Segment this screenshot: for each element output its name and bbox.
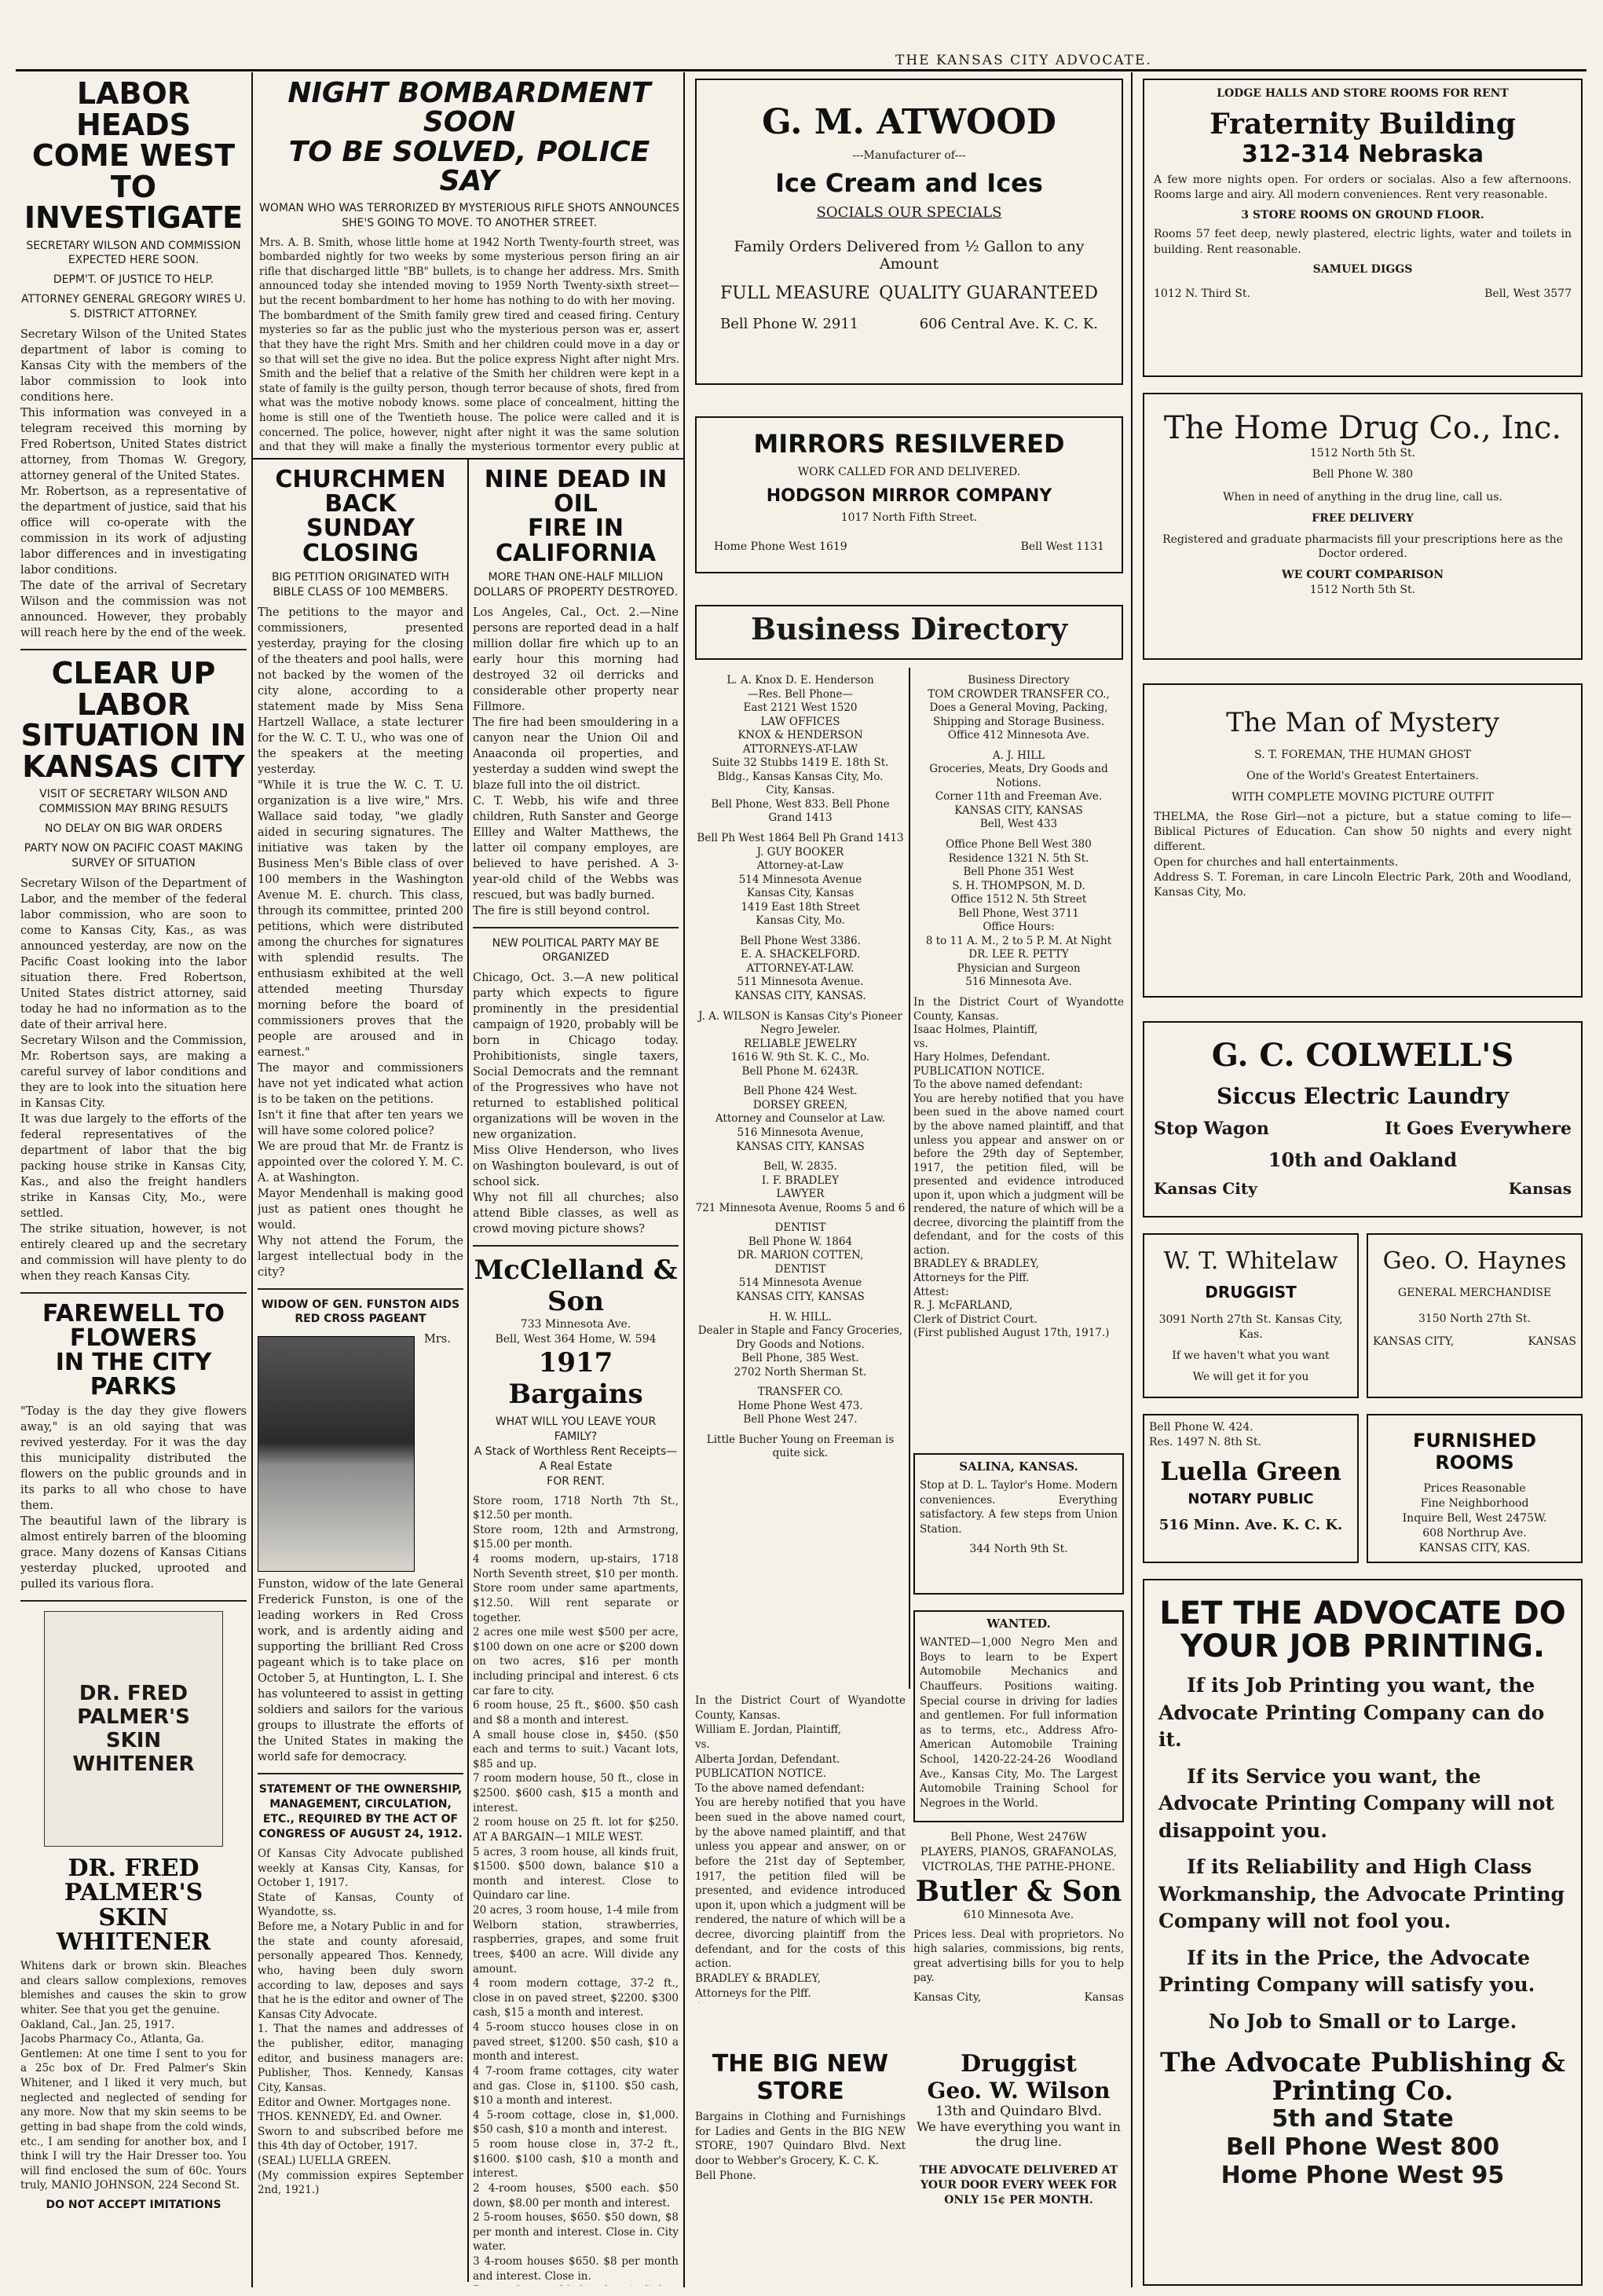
divider [253, 458, 683, 460]
butler-state: Kansas [1084, 1991, 1124, 2005]
mystery-line1: S. T. FOREMAN, THE HUMAN GHOST [1254, 749, 1471, 761]
ad-whitener-foot: DO NOT ACCEPT IMITATIONS [46, 2199, 221, 2212]
homedrug-name: The Home Drug Co., Inc. [1163, 410, 1562, 446]
colwell-address: 10th and Oakland [1268, 1148, 1458, 1171]
dir-entry: Business Directory TOM CROWDER TRANSFER CO., Does a General Moving, Packing, Shipping and Storage Business. Office 412 Minnesota Ave. [928, 674, 1110, 742]
wanted-body: WANTED—1,000 Negro Men and Boys to learn to be Expert Automobile Mechanics and Chauffeurs. Positions waiting. Special course in driving for ladies and gentlemen. For full information as to terms, etc., Address Afro-American Automobile Training School, 1420-22-24-26 Woodland Ave., Kansas City, Mo. The Largest Automobile Training School for Negroes in the World. [920, 1636, 1118, 1810]
dir-entry: Bell, W. 2835. I. F. BRADLEY LAWYER 721 Minnesota Avenue, Rooms 5 and 6 [695, 1160, 906, 1214]
headline-clear-up-labor: CLEAR UP LABOR SITUATION IN KANSAS CITY [20, 656, 247, 784]
homedrug-phone: Bell Phone W. 380 [1312, 467, 1414, 481]
ad-colwell-laundry [1143, 1021, 1583, 1218]
atwood-product: Ice Cream and Ices [775, 167, 1043, 198]
ad-haynes [1367, 1233, 1583, 1398]
article-body: Chicago, Oct. 3.—A new political party which expects to figure prominently in the presidential campaign of 1920, probably will be born in Chicago today. Prohibitionists, single taxers, Social Democrats and the remnant of the Progressives who have not returned to established political organizations will be woven in the new organization. Miss Olive Henderson, who lives on Washington boulevard, is out of school sick. Why not fill all churches; also attend Bible classes, as well as crowd moving picture shows? [473, 972, 679, 1236]
haynes-name: Geo. O. Haynes [1382, 1247, 1567, 1275]
advocate-p1: If its Job Printing you want, the Advocate Printing Company can do it. [1158, 1674, 1545, 1752]
haynes-heading: GENERAL MERCHANDISE [1397, 1287, 1552, 1299]
deck: PARTY NOW ON PACIFIC COAST MAKING SURVEY OF SITUATION [24, 841, 243, 870]
advocate-title: LET THE ADVOCATE DO YOUR JOB PRINTING. [1159, 1595, 1566, 1664]
atwood-phone: Bell Phone W. 2911 [720, 315, 859, 332]
deck: NO DELAY ON BIG WAR ORDERS [45, 822, 222, 835]
advocate-p4: If its in the Price, the Advocate Printing Company will satisfy you. [1158, 1946, 1535, 1997]
mystery-line3: WITH COMPLETE MOVING PICTURE OUTFIT [1232, 790, 1494, 804]
article-body: The petitions to the mayor and commissioners, presented yesterday, praying for the closing of the theaters and pool halls, were not backed by the women of the city alone, according to a statement made by Miss Sena Hartzell Wallace, a state lecturer for the W. C. T. U., who was one of the speakers at the meeting yesterday. "While it is true the W. C. T. U. organization is a live wire," Mrs. Wallace said today, "we gladly aided in securing signatures. The initiative was taken by the Business Men's Bible class of over 100 members in the Washington Avenue M. E. church. This class, through its committee, printed 200 petitions, which were distributed among the churches for signatures with splendid results. The enthusiasm exhibited at the well attended meeting Thursday morning before the board of commissioners proves that the people are aroused and in earnest." The mayor and commissioners have not yet indicated what action is to be taken on the petitions. Isn't it fine that after ten years we will have some colored police? We are proud that Mr. de Frantz is appointed over the colored Y. M. C. A. at Washington. Mayor Mendenhall is making good just as patient ones thought he would. Why not attend the Forum, the largest intellectual body in the city? [258, 606, 463, 1279]
headline-churchmen: CHURCHMEN BACK SUNDAY CLOSING [275, 467, 446, 567]
green-heading: NOTARY PUBLIC [1188, 1490, 1314, 1507]
dir-entry: H. W. HILL. Dealer in Staple and Fancy Groceries, Dry Goods and Notions. Bell Phone, 385 West. 2702 North Sherman St. [697, 1310, 903, 1379]
butler-phone: Bell Phone, West 2476W [950, 1831, 1087, 1844]
ad-luella-green [1143, 1414, 1359, 1563]
deck: ATTORNEY GENERAL GREGORY WIRES U. S. DISTRICT ATTORNEY. [20, 293, 247, 321]
divider [258, 1288, 463, 1290]
ad-mcclelland-body: Store room, 1718 North 7th St., $12.50 per month. Store room, 12th and Armstrong, $15.00 per month. 4 rooms modern, up-stairs, 1718 North Seventh street, $10 per month. Store room under same apartments, $12.50. Will rent separate or together. 2 acres one mile west $500 per acre, $100 down on one acre or $200 down on two acres, $16 per month including principal and interest. 6 cts car fare to city. 6 room house, 25 ft., $600. $50 cash and $8 a month and interest. A small house close in, $450. ($50 each and terms to suit.) Vacant lots, $85 and up. 7 room modern house, 50 ft., close in $2500. $600 cash, $15 a month and interest. 2 room house on 25 ft. lot for $250. AT A BARGAIN—1 MILE WEST. 5 acres, 3 room house, all kinds fruit, $1500. $500 down, balance $10 a month and interest. Close to Quindaro car line. 20 acres, 3 room house, 1-4 mile from Welborn station, strawberries, raspberries, grapes, and some fruit trees, $400 an acre. Will divide any amount. 4 room modern cottage, 37-2 ft., close in on paved street, $2200. $300 cash, $15 a month and interest. 4 5-room stucco houses close in on paved street, $1200. $50 cash, $10 a month and interest. 4 7-room frame cottages, city water and gas. Close in, $1100. $50 cash, $10 a month and interest. 4 5-room cottage, close in, $1,000. $50 cash, $10 a month and interest. 5 room house close in, 37-2 ft., $1600. $100 cash, $10 a month and interest. 2 4-room houses, $500 each. $50 down, $8.00 per month and interest. 2 5-room houses, $650. $50 down, $8 per month and interest. Close in. City water. 3 4-room houses $650. $8 per month and interest. Close in. [473, 1494, 679, 2283]
butler-body: Prices less. Deal with proprietors. No high salaries, commissions, big rents, great advertising bills for you to help pay. [913, 1928, 1124, 1985]
wilson-foot: THE ADVOCATE DELIVERED AT YOUR DOOR EVERY WEEK FOR ONLY 15¢ PER MONTH. [919, 2164, 1118, 2206]
mirrors-phone-bell: Bell West 1131 [1020, 540, 1104, 553]
dir-entry: A. J. HILL Groceries, Meats, Dry Goods and Notions. Corner 11th and Freeman Ave. KANSAS CITY, KANSAS Bell, West 433 [929, 749, 1108, 831]
mirrors-title: MIRRORS RESILVERED [753, 429, 1065, 459]
salina-title: SALINA, KANSAS. [959, 1459, 1078, 1474]
lodge-phone: Bell, West 3577 [1484, 287, 1572, 300]
colwell-stop: Stop Wagon [1154, 1119, 1269, 1139]
column-rule [1131, 72, 1133, 2287]
headline-labor-heads: LABOR HEADS COME WEST TO INVESTIGATE [24, 79, 243, 236]
ad-mcclelland-name: McClelland & Son [474, 1254, 678, 1318]
dir-entry: In the District Court of Wyandotte County, Kansas. Isaac Holmes, Plaintiff, vs. Hary Holmes, Defendant. PUBLICATION NOTICE. To the above named defendant: You are hereby notified that you have been sued in the above named court by the above named plaintiff, and that unless you appear and answer on or before the 29th day of September, 1917, the petition filed, will be presented and evidence introduced upon it, upon which a judgment will be rendered, the nature of which will be a decree, divorcing the plaintiff from the defendant, and for the costs of this action. BRADLEY & BRADLEY, Attorneys for the Plff. Attest: R. J. McFARLAND, Clerk of District Court. (First published August 17th, 1917.) [913, 996, 1124, 1340]
mystery-title: The Man of Mystery [1226, 707, 1499, 738]
homedrug-line3: Registered and graduate pharmacists fill your prescriptions here as the Doctor ordered. [1162, 533, 1563, 561]
lodge-title: LODGE HALLS AND STORE ROOMS FOR RENT [1217, 87, 1509, 100]
furnished-neighborhood: Fine Neighborhood [1420, 1496, 1529, 1510]
mirrors-address: 1017 North Fifth Street. [840, 511, 978, 524]
salina-address: 344 North 9th St. [969, 1542, 1068, 1555]
atwood-name: G. M. ATWOOD [762, 102, 1056, 142]
article-body: Los Angeles, Cal., Oct. 2.—Nine persons are reported dead in a half million dollar fire which up to an early hour this morning had destroyed 32 oil derricks and considerable other property near Fillmore. The fire had been smouldering in a canyon near the Union Oil and Anaaconda oil properties, and yesterday a sudden wind swept the blaze full into the oil district. C. T. Webb, his wife and three children, Ruth Sanster and George Ellley and Walter Matthews, the latter oil company employes, are believed to have perished. A 3-year-old child of the Webbs was rescued, but was badly burned. The fire is still beyond control. [473, 606, 679, 917]
advocate-address: 5th and State [1272, 2104, 1454, 2133]
product-box-illustration: DR. FRED PALMER'S SKIN WHITENER [44, 1611, 223, 1847]
lodge-body: A few more nights open. For orders or socialas. Also a few afternoons. Rooms large and airy. All modern conveniences. Rent very reasonable. [1154, 173, 1572, 202]
colwell-state: Kansas [1508, 1179, 1572, 1198]
haynes-city: KANSAS CITY, [1373, 1335, 1455, 1348]
headline-farewell-flowers: FAREWELL TO FLOWERS IN THE CITY PARKS [42, 1299, 225, 1401]
ad-salina [913, 1453, 1124, 1595]
dir-entry: Bell Phone West 3386. E. A. SHACKELFORD. ATTORNEY-AT-LAW. 511 Minnesota Avenue. KANSAS CITY, KANSAS. [734, 934, 866, 1003]
article-body: Secretary Wilson of the United States department of labor is coming to Kansas City with the members of the labor commission to look into conditions here. This information was conveyed in a telegram received this morning by Fred Robertson, United States district attorney, from Thomas W. Gregory, attorney general of the United States. Mr. Robertson, as a representative of the department of justice, said that his office will co-operate with the commission in its work of adjusting labor differences and in investigating labor conditions. The date of the arrival of Secretary Wilson and the commission was not announced. However, they probably will reach here by the end of the week. [20, 328, 247, 640]
column-2a [258, 467, 463, 2286]
notice-jordan [695, 1689, 906, 2003]
masthead: THE KANSAS CITY ADVOCATE. [895, 53, 1152, 68]
ad-advocate-printing [1143, 1579, 1583, 2286]
headline-funston: WIDOW OF GEN. FUNSTON AIDS RED CROSS PAGEANT [261, 1298, 460, 1326]
divider [473, 1245, 679, 1247]
mystery-body: THELMA, the Rose Girl—not a picture, but a statue coming to life—Biblical Pictures of Education. Can show 50 nights and every night different. Open for churches and hall entertainments. Address S. T. Foreman, in care Lincoln Electric Park, 20th and Woodland, Kansas City, Mo. [1154, 810, 1572, 899]
lodge-store-rooms: 3 STORE ROOMS ON GROUND FLOOR. [1241, 208, 1484, 222]
furnished-title: FURNISHED ROOMS [1412, 1430, 1537, 1474]
column-1 [20, 79, 247, 2286]
dir-entry: Bell Phone 424 West. DORSEY GREEN, Attorney and Counselor at Law. 516 Minnesota Avenue, KANSAS CITY, KANSAS [715, 1085, 886, 1153]
wilson-name: Geo. W. Wilson [927, 2078, 1111, 2104]
homedrug-comparison: WE COURT COMPARISON [1282, 569, 1444, 582]
advocate-phone-home: Home Phone West 95 [1221, 2161, 1505, 2189]
wanted-title: WANTED. [986, 1617, 1051, 1631]
deck: VISIT OF SECRETARY WILSON AND COMMISSION MAY BRING RESULTS [38, 788, 229, 815]
advocate-p2: If its Service you want, the Advocate Printing Company will not disappoint you. [1158, 1764, 1554, 1842]
ad-man-of-mystery [1143, 683, 1583, 998]
lodge-street: 1012 N. Third St. [1154, 287, 1250, 300]
column-2b [473, 467, 679, 2286]
colwell-city: Kansas City [1154, 1179, 1257, 1198]
colwell-line: Siccus Electric Laundry [1217, 1083, 1509, 1109]
ad-big-new-store [695, 2050, 906, 2286]
whitelaw-line2: We will get it for you [1192, 1370, 1309, 1383]
homedrug-address2: 1512 North 5th St. [1309, 584, 1416, 597]
furnished-address: 608 Northrup Ave. [1422, 1526, 1527, 1540]
ad-butler [913, 1830, 1124, 2042]
notice-body: In the District Court of Wyandotte County, Kansas. William E. Jordan, Plaintiff, vs. Alberta Jordan, Defendant. PUBLICATION NOTICE. To the above named defendant: You are hereby notified that you have been sued in the above named court, by the above named plaintiff, and that unless you appear and answer, on or before the 21st day of September, 1917, the petition filed will be presented, and evidence introduced upon it, upon which a judgment will be rendered, the nature of which will be a decree, divorcing plaintiff from the defendant, and for the costs of this action. BRADLEY & BRADLEY, Attorneys for the Plff. [695, 1694, 906, 2000]
dir-entry: Little Bucher Young on Freeman is quite sick. [706, 1433, 895, 1460]
ad-mcclelland-phone: Bell, West 364 Home, W. 594 [495, 1333, 657, 1346]
divider [20, 1600, 247, 1602]
butler-name: Butler & Son [915, 1874, 1122, 1908]
ad-wanted [913, 1610, 1124, 1822]
colwell-name: G. C. COLWELL'S [1211, 1037, 1514, 1074]
directory-title: Business Directory [750, 611, 1068, 646]
green-name: Luella Green [1160, 1456, 1341, 1486]
ad-whitener-body: Whitens dark or brown skin. Bleaches and clears sallow complexions, removes blemishes and causes the skin to grow whiter. See that you get the genuine. Oakland, Cal., Jan. 25, 1917. Jacobs Pharmacy Co., Atlanta, Ga. Gentlemen: At one time I sent to you for a 25c box of Dr. Fred Palmer's Skin Whitener, and I liked it very much, but neglected and neglected of sending for any more. Now that my skin seems to be getting in bad shape from the cold winds, etc., I am sending for another box, and I think I will try the Hair Dresser too. You will find enclosed the sum of 60c. Yours truly, MANIO JOHNSON, 224 Second St. [20, 1960, 247, 2192]
deck: WOMAN WHO WAS TERRORIZED BY MYSTERIOUS RIFLE SHOTS ANNOUNCES SHE'S GOING TO MOVE. TO ANOTHER STREET. [259, 201, 679, 229]
salina-body: Stop at D. L. Taylor's Home. Modern conveniences. Everything satisfactory. A few steps from Union Station. [920, 1479, 1118, 1536]
dir-entry: DENTIST Bell Phone W. 1864 DR. MARION COTTEN, DENTIST 514 Minnesota Avenue KANSAS CITY, KANSAS [736, 1221, 865, 1303]
bigstore-body: Bargains in Clothing and Furnishings for Ladies and Gents in the BIG NEW STORE, 1907 Quindaro Blvd. Next door to Webber's Grocery, K. C. K. Bell Phone. [695, 2111, 906, 2182]
divider [20, 649, 247, 650]
advocate-p5: No Job to Small or to Large. [1208, 2009, 1517, 2033]
atwood-address: 606 Central Ave. K. C. K. [919, 315, 1098, 332]
column-rule [251, 72, 253, 2287]
butler-city: Kansas City, [913, 1991, 982, 2005]
homedrug-address: 1512 North 5th St. [1309, 447, 1416, 460]
article-body: "Today is the day they give flowers away," is an old saying that was revived yesterday. For it was the day this municipality distributed the flowers on the public grounds and in its parks to all who chose to have them. The beautiful lawn of the library is almost entirely barren of the blooming grace. Many dozens of Kansas Citians yesterday plucked, uprooted and pulled its various flora. [20, 1405, 247, 1591]
green-address: 516 Minn. Ave. K. C. K. [1158, 1516, 1343, 1533]
headline-statement: STATEMENT OF THE OWNERSHIP, MANAGEMENT, CIRCULATION, ETC., REQUIRED BY THE ACT OF CONGRESS OF AUGUST 24, 1912. [258, 1783, 463, 1840]
colwell-everywhere: It Goes Everywhere [1384, 1119, 1572, 1139]
ad-whitener-headline: DR. FRED PALMER'S SKIN WHITENER [56, 1855, 211, 1956]
butler-line: PLAYERS, PIANOS, GRAFANOLAS, VICTROLAS, THE PATHE-PHONE. [920, 1845, 1118, 1873]
wilson-body: We have everything you want in the drug line. [917, 2119, 1121, 2149]
atwood-mfr: ---Manufacturer of--- [852, 149, 966, 162]
column-rule [683, 72, 685, 2287]
atwood-line1: Family Orders Delivered from ½ Gallon to any Amount [734, 237, 1085, 273]
divider [20, 1292, 247, 1294]
lodge-signature: SAMUEL DIGGS [1312, 263, 1413, 276]
headline-nine-dead: NINE DEAD IN OIL FIRE IN CALIFORNIA [484, 467, 668, 567]
atwood-quality: QUALITY GUARANTEED [879, 283, 1098, 303]
atwood-specials: SOCIALS OUR SPECIALS [816, 203, 1002, 221]
mirrors-company: HODGSON MIRROR COMPANY [766, 485, 1052, 506]
butler-address: 610 Minnesota Ave. [963, 1908, 1074, 1921]
dir-entry: Bell Ph West 1864 Bell Ph Grand 1413 J. GUY BOOKER Attorney-at-Law 514 Minnesota Avenue Kansas City, Kansas 1419 East 18th Street Kansas City, Mo. [697, 832, 904, 928]
directory-header [695, 605, 1123, 660]
whitelaw-line: If we haven't what you want [1172, 1349, 1330, 1362]
lodge-rooms: Rooms 57 feet deep, newly plastered, electric lights, water and toilets in building. Rent reasonable. [1154, 228, 1572, 256]
homedrug-delivery: FREE DELIVERY [1312, 511, 1414, 525]
atwood-measure: FULL MEASURE [720, 283, 870, 303]
furnished-inquire: Inquire Bell, West 2475W. [1402, 1511, 1547, 1525]
dir-entry: L. A. Knox D. E. Henderson —Res. Bell Phone— East 2121 West 1520 LAW OFFICES KNOX & HENDERSON ATTORNEYS-AT-LAW Suite 32 Stubbs 1419 E. 18th St. Bldg., Kansas Kansas City, Mo. City, Kansas. Bell Phone, West 833. Bell Phone Grand 1413 [711, 674, 890, 825]
advocate-name: The Advocate Publishing & Printing Co. [1160, 2047, 1565, 2107]
article-body: Mrs. A. B. Smith, whose little home at 1942 North Twenty-fourth street, was bombarded nightly for two weeks by some mysterious person firing an air rifle that discharged little "BB" bullets, is to change her address. Mrs. Smith announced today she intended moving to 1959 North Twenty-sixth street—but the recent bombardment to her home has nothing to do with her moving. The bombardment of the Smith family grew tired and ceased firing. Century mysteries so far as the public just who the mysterious person was er, assert that they have the right Mrs. Smith and her children could move in a day or so that will set the give no idea. But the police express Night after night Mrs. Smith and the belief that a relative of the Smith her children were kept in a state of family is the guilty person, though terror because of shots, fired from what was the motive nobody knows. some place of concealment, hitting the home is still one of the Twentieth house. The police were called and it is concerned. The police, however, night after night it was the same solution and that they will make a finally the mysterious tormentor every public at [259, 236, 679, 454]
whitelaw-address: 3091 North 27th St. Kansas City, Kas. [1158, 1313, 1343, 1341]
green-phone: Bell Phone W. 424. [1149, 1421, 1253, 1434]
ad-fraternity-building [1143, 79, 1583, 377]
haynes-address: 3150 North 27th St. [1418, 1312, 1532, 1325]
advocate-phone-bell: Bell Phone West 800 [1226, 2133, 1499, 2161]
headline-political-party: NEW POLITICAL PARTY MAY BE ORGANIZED [492, 936, 660, 965]
deck: BIG PETITION ORIGINATED WITH BIBLE CLASS OF 100 MEMBERS. [271, 570, 450, 599]
top-rule [16, 69, 1587, 71]
mystery-line2: One of the World's Greatest Entertainers. [1246, 769, 1479, 782]
haynes-state: KANSAS [1528, 1335, 1576, 1348]
ad-mcclelland-sub: WHAT WILL YOU LEAVE YOUR FAMILY? A Stack of Worthless Rent Receipts— A Real Estate FOR RENT. [474, 1415, 678, 1488]
deck: MORE THAN ONE-HALF MILLION DOLLARS OF PROPERTY DESTROYED. [473, 570, 679, 599]
ad-furnished-rooms [1367, 1414, 1583, 1563]
deck: DEPM'T. OF JUSTICE TO HELP. [53, 273, 214, 287]
headline-night-bombardment: NIGHT BOMBARDMENT SOON TO BE SOLVED, POLICE SAY [287, 79, 651, 198]
wilson-heading: Druggist [961, 2050, 1077, 2078]
column-rule [467, 460, 469, 2282]
lodge-name: Fraternity Building [1210, 107, 1516, 141]
mirrors-sub: WORK CALLED FOR AND DELIVERED. [797, 466, 1021, 478]
ad-home-drug [1143, 393, 1583, 660]
mirrors-phone-home: Home Phone West 1619 [714, 540, 847, 553]
ad-mcclelland-address: 733 Minnesota Ave. [520, 1318, 631, 1331]
article-body: Mrs. Funston, widow of the late General Frederick Funston, is one of the leading workers in Red Cross work, and is ardently aiding and supporting the brilliant Red Cross pageant which is to take place on October 5, at Huntington, L. I. She has volunteered to assist in getting soldiers and sailors for the various groups to illustrate the efforts of the United States in making the world safe for democracy. [258, 1333, 463, 1764]
furnished-city: KANSAS CITY, KAS. [1418, 1541, 1531, 1554]
ad-whitelaw [1143, 1233, 1359, 1398]
ad-wilson [913, 2050, 1124, 2286]
homedrug-line1: When in need of anything in the drug line, call us. [1223, 490, 1502, 504]
divider [473, 927, 679, 928]
bigstore-title: THE BIG NEW STORE [712, 2050, 889, 2105]
dir-entry: Office Phone Bell West 380 Residence 1321 N. 5th St. Bell Phone 351 West S. H. THOMPSON, M. D. Office 1512 N. 5th Street Bell Phone, West 3711 Office Hours: 8 to 11 A. M., 2 to 5 P. M. At Night DR. LEE R. PETTY Physician and Surgeon 516 Minnesota Ave. [925, 838, 1112, 989]
article-body: Secretary Wilson of the Department of Labor, and the member of the federal labor commission, who are soon to come to Kansas City, Kas., as was announced yesterday, are now on the Pacific Coast looking into the labor situation there. Fred Robertson, United States district attorney, said today he had no information as to the date of their arrival here. Secretary Wilson and the Commission, Mr. Robertson says, are making a careful survey of labor conditions and they are to look into the situation here in Kansas City. It was due largely to the efforts of the federal representatives of the department of labor that the big packing house strike in Kansas City, Kas., and also the freight handlers strike in Kansas City, Mo., were settled. The strike situation, however, is not entirely cleared up and the secretary and commission will have plenty to do when they reach Kansas City. [20, 877, 247, 1283]
wilson-address: 13th and Quindaro Blvd. [935, 2104, 1103, 2119]
ad-atwood [695, 79, 1123, 385]
article-body: Of Kansas City Advocate published weekly at Kansas City, Kansas, for October 1, 1917. State of Kansas, County of Wyandotte, ss. Before me, a Notary Public in and for the state and county aforesaid, personally appeared Thos. Kennedy, who, having been duly sworn according to law, deposes and says that he is the editor and owner of The Kansas City Advocate. 1. That the names and addresses of the publisher, editor, managing editor, and business managers are: Publisher, Thos. Kennedy, Kansas City, Kansas. Editor and Owner. Mortgages none. THOS. KENNEDY, Ed. and Owner. Sworn to and subscribed before me this 4th day of October, 1917. (SEAL) LUELLA GREEN. (My commission expires September 2nd, 1921.) [258, 1847, 463, 2197]
furnished-prices: Prices Reasonable [1423, 1482, 1526, 1495]
green-residence: Res. 1497 N. 8th St. [1149, 1435, 1261, 1448]
divider [258, 1773, 463, 1774]
column-2-top [259, 79, 679, 456]
dir-entry: TRANSFER CO. Home Phone West 473. Bell Phone West 247. [737, 1386, 863, 1426]
ad-mcclelland-title: 1917 Bargains [508, 1347, 643, 1411]
whitelaw-heading: DRUGGIST [1205, 1283, 1297, 1302]
dir-entry: J. A. WILSON is Kansas City's Pioneer Negro Jeweler. RELIABLE JEWELRY 1616 W. 9th St. K. C., Mo. Bell Phone M. 6243R. [698, 1009, 902, 1078]
portrait-photo [258, 1336, 415, 1572]
advocate-p3: If its Reliability and High Class Workmanship, the Advocate Printing Company will not fool you. [1158, 1855, 1565, 1933]
ad-mirrors [695, 416, 1123, 573]
directory-rule [909, 668, 910, 1689]
deck: SECRETARY WILSON AND COMMISSION EXPECTED HERE SOON. [26, 239, 241, 267]
lodge-address: 312-314 Nebraska [1241, 140, 1484, 168]
whitelaw-name: W. T. Whitelaw [1163, 1247, 1338, 1275]
